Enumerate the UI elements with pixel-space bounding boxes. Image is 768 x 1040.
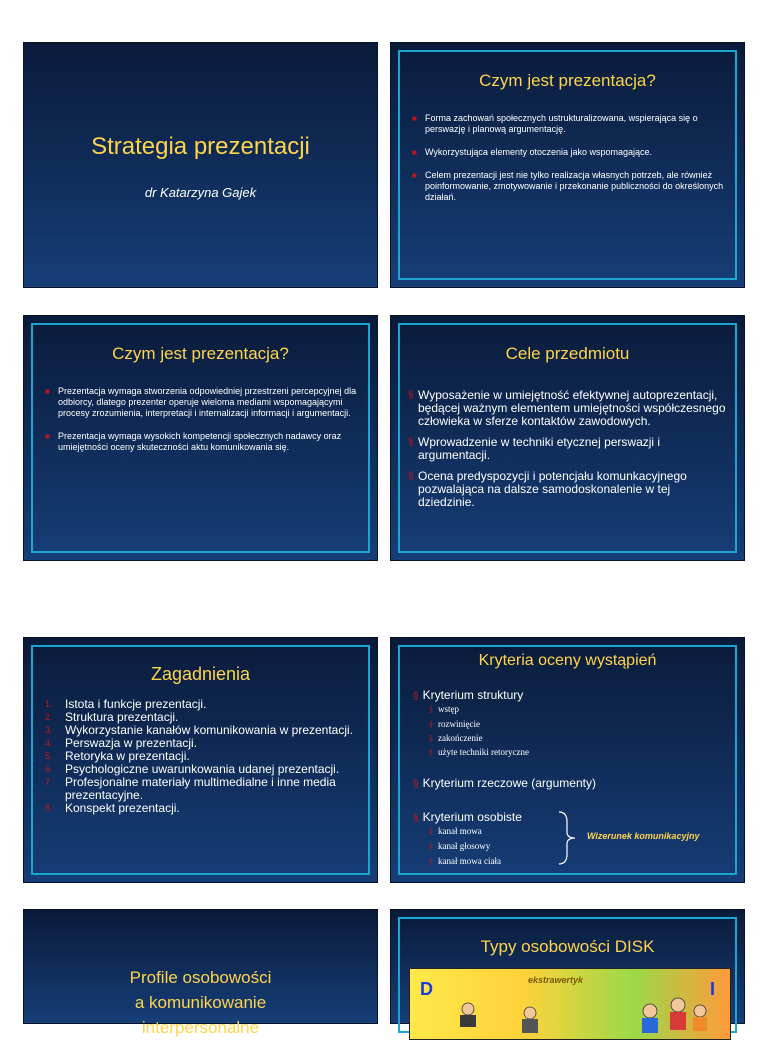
bullet-list [412, 113, 725, 215]
sub-item: § kanał mowa ciała [429, 856, 501, 866]
section-mark-icon: § [408, 390, 414, 401]
list-item: 2. Struktura prezentacji. [45, 710, 179, 724]
slide-profile [23, 909, 378, 1037]
list-item: 1. Istota i funkcje prezentacji. [45, 697, 207, 711]
bullet-item: ■ Prezentacja wymaga wysokich kompetencji społecznych nadawcy oraz umiejętności oceny skuteczności aktu komunikowania się. [45, 431, 342, 452]
slide-heading: Zagadnienia [150, 664, 251, 684]
disk-illustration [409, 968, 731, 1040]
section-mark-icon: § [429, 734, 433, 743]
bullet-item: § Ocena predyspozycji i potencjału komunkacyjnego pozwalająca na dalsze samodoskonalenie w tej dziedzinie. [408, 469, 687, 509]
bullet-item: ■ Prezentacja wymaga stworzenia odpowiedniej przestrzeni percepcyjnej dla odbiorcy, dlatego prezenter operuje wieloma mediami wspomagającymi procesy zrozumienia, interpretacji i internalizacji informacji i argumentacji. [45, 386, 357, 418]
bullet-item: ■ Celem prezentacji jest nie tylko realizacja własnych potrzeb, ale również poinformowanie, zmotywowanie i przekonanie publiczności do określonych działań. [412, 170, 724, 202]
bullet-item: § Wyposażenie w umiejętność efektywnej autoprezentacji, będącej ważnym elementem umiejętności współczesnego człowieka w sferze kontaktów zawodowych. [408, 388, 726, 428]
section-mark-icon: § [413, 779, 419, 790]
slide-heading-line-3: interpersonalne [141, 1018, 260, 1037]
criterion-personal: § Kryterium osobiste [413, 810, 522, 824]
slide-cele [390, 315, 745, 561]
bullet-icon: ■ [412, 148, 417, 157]
slide-zagadnienia [23, 637, 378, 883]
sub-item: § wstęp [429, 704, 459, 714]
slide-czym-jest-1 [390, 42, 745, 288]
slide-kryteria [390, 637, 745, 883]
section-mark-icon: § [429, 857, 433, 866]
slide-heading: Typy osobowości DISK [480, 937, 655, 956]
bullet-icon: ■ [45, 387, 50, 396]
disk-letter-d: D [420, 979, 433, 999]
slide-title [23, 42, 378, 288]
criterion-structure: § Kryterium struktury [413, 688, 524, 702]
sub-item: § użyte techniki retoryczne [429, 747, 529, 757]
sub-item: § kanał mowa [429, 826, 482, 836]
bullet-icon: ■ [412, 114, 417, 123]
sub-item: § kanał głosowy [429, 841, 491, 851]
bullet-item: ■ Forma zachowań społecznych ustrukturalizowana, wspierająca się o perswazję i planową argumentację. [412, 113, 698, 134]
section-mark-icon: § [413, 691, 419, 702]
slide-czym-jest-2 [23, 315, 378, 561]
slide-title-author: dr Katarzyna Gajek [144, 185, 257, 200]
section-mark-icon: § [429, 842, 433, 851]
bullet-item: § Wprowadzenie w techniki etycznej perswazji i argumentacji. [408, 435, 661, 462]
section-mark-icon: § [408, 437, 414, 448]
slide-heading-line-1: Profile osobowości [129, 968, 272, 987]
curly-brace-icon [557, 810, 577, 866]
slide-heading-line-2: a komunikowanie [134, 993, 267, 1012]
list-item: 7. Profesjonalne materiały multimedialne i inne media prezentacyjne. [45, 775, 336, 802]
section-mark-icon: § [413, 813, 419, 824]
section-mark-icon: § [429, 705, 433, 714]
list-item: 4. Perswazja w prezentacji. [45, 736, 198, 750]
disk-letter-i: I [710, 979, 716, 999]
sub-item: § zakończenie [429, 733, 483, 743]
bullet-icon: ■ [45, 432, 50, 441]
numbered-list [45, 697, 365, 815]
bullet-list [408, 388, 728, 517]
criterion-content: § Kryterium rzeczowe (argumenty) [413, 776, 596, 790]
people-illustration-icon [420, 987, 720, 1037]
sub-item: § rozwinięcie [429, 719, 480, 729]
bullet-list [45, 386, 358, 465]
disk-label: ekstrawertyk [528, 975, 584, 985]
slide-heading: Czym jest prezentacja? [479, 71, 656, 90]
slide-heading: Czym jest prezentacja? [112, 344, 289, 363]
list-item: 5. Retoryka w prezentacji. [45, 749, 190, 763]
slide-heading: Cele przedmiotu [505, 344, 630, 363]
list-item: 8. Konspekt prezentacji. [45, 801, 180, 815]
bullet-icon: ■ [412, 171, 417, 180]
slide-title-heading: Strategia prezentacji [91, 133, 310, 160]
section-mark-icon: § [429, 748, 433, 757]
note-label: Wizerunek komunikacyjny [587, 831, 700, 841]
slide-disk [390, 909, 745, 1024]
list-item: 6. Psychologiczne uwarunkowania udanej prezentacji. [45, 762, 340, 776]
bullet-item: ■ Wykorzystująca elementy otoczenia jako wspomagające. [412, 147, 653, 157]
section-mark-icon: § [429, 827, 433, 836]
section-mark-icon: § [408, 471, 414, 482]
slide-heading: Kryteria oceny wystąpień [478, 652, 657, 669]
section-mark-icon: § [429, 720, 433, 729]
list-item: 3. Wykorzystanie kanałów komunikowania w prezentacji. [45, 723, 354, 737]
